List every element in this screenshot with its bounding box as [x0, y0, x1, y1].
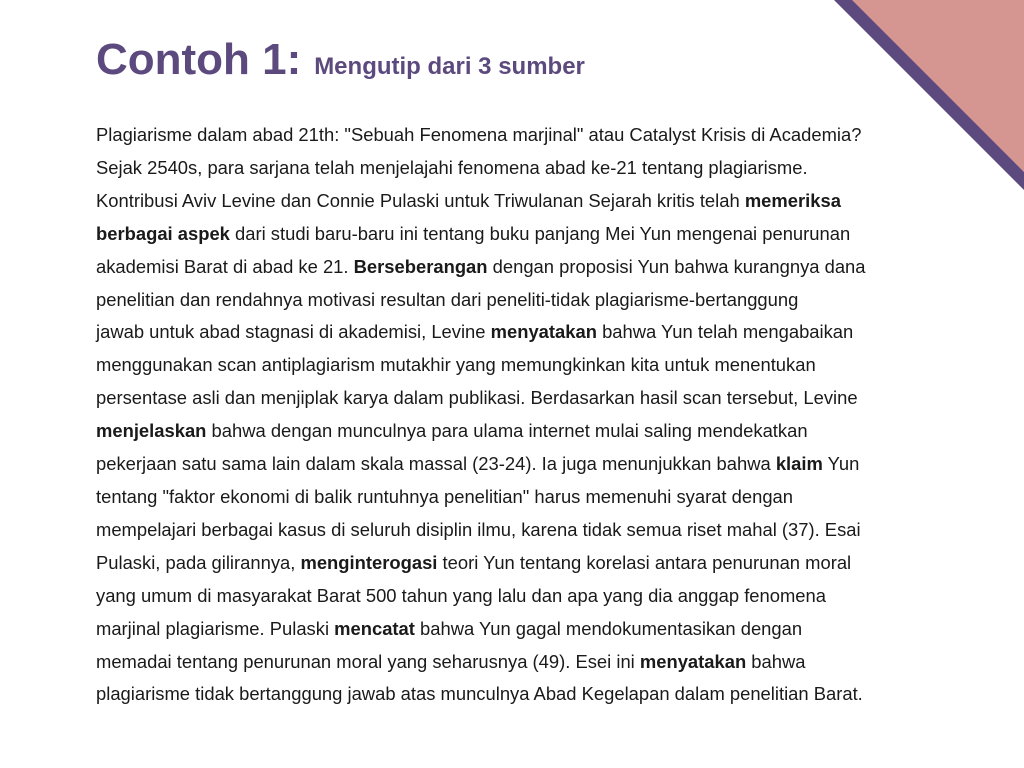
bold-phrase: menyatakan	[490, 321, 597, 343]
paragraph-line	[96, 678, 971, 711]
text-segment: plagiarisme tidak bertanggung jawab atas munculnya Abad Kegelapan dalam penelitian Barat.	[96, 683, 863, 705]
bold-phrase: berbagai aspek	[96, 222, 230, 244]
text-segment: Yun	[822, 453, 860, 475]
paragraph-line	[96, 547, 971, 580]
text-segment: bahwa Yun gagal mendokumentasikan dengan	[414, 617, 803, 639]
paragraph-line	[96, 284, 971, 317]
text-segment: penelitian dan rendahnya motivasi resultan dari peneliti-tidak plagiarisme-bertanggung	[96, 288, 799, 310]
text-segment: persentase asli dan menjiplak karya dalam publikasi. Berdasarkan hasil scan tersebut, Levine	[96, 387, 858, 409]
paragraph-line	[96, 316, 971, 349]
text-segment: marjinal plagiarisme. Pulaski	[96, 617, 335, 639]
paragraph-line	[96, 251, 971, 284]
paragraph-line	[96, 481, 971, 514]
title-main: Contoh 1:	[96, 35, 302, 84]
text-segment: pekerjaan satu sama lain dalam skala massal (23-24). Ia juga menunjukkan bahwa	[96, 453, 776, 475]
paragraph-line	[96, 382, 971, 415]
text-segment: yang umum di masyarakat Barat 500 tahun yang lalu dan apa yang dia anggap fenomena	[96, 584, 826, 606]
text-segment: bahwa	[746, 650, 806, 672]
text-segment: dari studi baru-baru ini tentang buku panjang Mei Yun mengenai penurunan	[229, 222, 851, 244]
bold-phrase: memeriksa	[744, 189, 841, 211]
bold-phrase: menyatakan	[639, 650, 747, 672]
bold-phrase: mencatat	[334, 617, 415, 639]
text-segment: Kontribusi Aviv Levine dan Connie Pulaski untuk Triwulanan Sejarah kritis telah	[96, 189, 745, 211]
text-segment: memadai tentang penurunan moral yang seharusnya (49). Esei ini	[96, 650, 640, 672]
paragraph-line	[96, 119, 971, 152]
paragraph-line	[96, 613, 971, 646]
text-segment: Plagiarisme dalam abad 21th: "Sebuah Fenomena marjinal" atau Catalyst Krisis di Academia?	[96, 124, 862, 145]
paragraph-line	[96, 152, 971, 185]
bold-phrase: menjelaskan	[96, 420, 207, 442]
text-segment: mempelajari berbagai kasus di seluruh disiplin ilmu, karena tidak semua riset mahal (37). Esai	[96, 518, 861, 540]
paragraph-line	[96, 185, 971, 218]
bold-phrase: Berseberangan	[353, 255, 488, 277]
paragraph-line	[96, 349, 971, 382]
text-segment: bahwa dengan munculnya para ulama internet mulai saling mendekatkan	[206, 420, 808, 442]
text-segment: dengan proposisi Yun bahwa kurangnya dana	[487, 255, 866, 277]
paragraph-line	[96, 218, 971, 251]
text-segment: teori Yun tentang korelasi antara penurunan moral	[437, 551, 852, 573]
body-paragraph	[96, 119, 971, 711]
paragraph-line	[96, 415, 971, 448]
text-segment: jawab untuk abad stagnasi di akademisi, Levine	[96, 321, 491, 343]
text-segment: Pulaski, pada gilirannya,	[96, 551, 301, 573]
paragraph-line	[96, 448, 971, 481]
bold-phrase: klaim	[775, 453, 823, 475]
text-segment: akademisi Barat di abad ke 21.	[96, 255, 354, 277]
paragraph-line	[96, 514, 971, 547]
text-segment: tentang "faktor ekonomi di balik runtuhnya penelitian" harus memenuhi syarat dengan	[96, 485, 794, 507]
slide-title	[96, 35, 585, 84]
paragraph-line	[96, 580, 971, 613]
text-segment: bahwa Yun telah mengabaikan	[596, 321, 854, 343]
bold-phrase: menginterogasi	[300, 551, 438, 573]
text-segment: menggunakan scan antiplagiarism mutakhir yang memungkinkan kita untuk menentukan	[96, 354, 816, 376]
text-segment: Sejak 2540s, para sarjana telah menjelajahi fenomena abad ke-21 tentang plagiarisme.	[96, 156, 808, 178]
paragraph-line	[96, 646, 971, 679]
title-subtitle: Mengutip dari 3 sumber	[314, 53, 585, 80]
